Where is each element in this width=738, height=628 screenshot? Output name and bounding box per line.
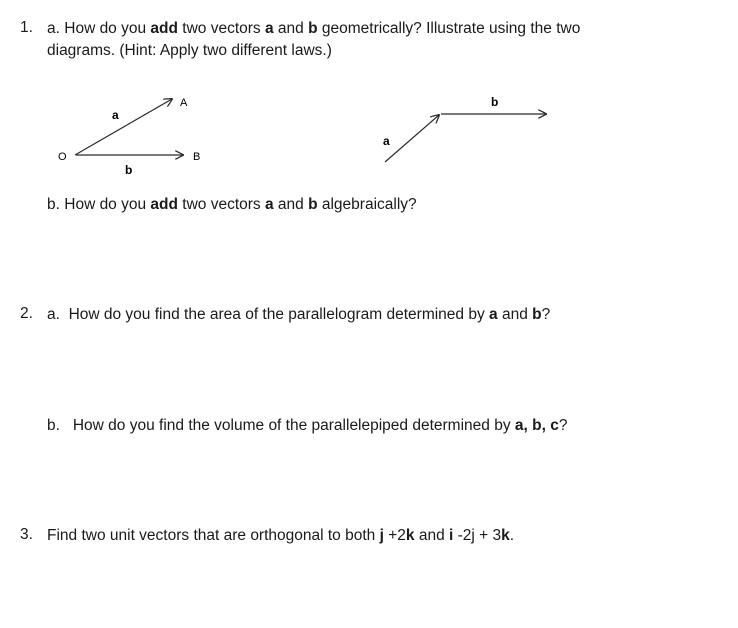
q1a-text: and xyxy=(273,20,309,37)
q1a-bold-b: b xyxy=(308,20,318,37)
q1b-text: algebraically? xyxy=(317,196,417,213)
question-1a-line-2: diagrams. (Hint: Apply two different laws.) xyxy=(47,42,332,59)
q3-text: +2 xyxy=(383,527,406,544)
diagram-head-to-tail xyxy=(383,95,546,162)
q1b-bold-a: a xyxy=(264,196,274,213)
q3-text: Find two unit vectors that are orthogonal to both xyxy=(47,527,380,544)
vector-a-label: a xyxy=(112,108,119,122)
q3-bold-k2: k xyxy=(501,527,510,544)
vector-diagrams xyxy=(0,0,738,200)
vector-a-label-2: a xyxy=(383,134,390,148)
q1b-text: and xyxy=(273,196,309,213)
q1a-bold-a: a xyxy=(264,20,274,37)
diagram-triangle-law xyxy=(58,97,200,177)
q2b-text: ? xyxy=(558,417,568,434)
question-3-number: 3. xyxy=(20,526,33,543)
q3-text: . xyxy=(509,527,515,544)
q1b-bold-b: b xyxy=(308,196,318,213)
question-2a-line xyxy=(47,305,550,325)
question-1b-label: b. xyxy=(47,196,60,213)
vector-b-label: b xyxy=(125,163,133,177)
q1b-bold-add: add xyxy=(150,196,178,213)
question-2-number: 2. xyxy=(20,305,33,322)
q3-bold-i: i xyxy=(449,527,454,544)
q2a-text: ? xyxy=(541,306,551,323)
q3-bold-j: j xyxy=(379,527,384,544)
q2a-bold-b: b xyxy=(532,306,542,323)
q2b-bold-abc: a, b, c xyxy=(514,417,559,434)
question-2b-label: b. xyxy=(47,417,60,434)
vector-b-label-2: b xyxy=(491,95,499,109)
q2b-text: How do you find the volume of the parallelepiped determined by xyxy=(72,417,515,434)
q3-text: -2j + 3 xyxy=(453,527,502,544)
q2a-text: How do you find the area of the parallelogram determined by xyxy=(68,306,490,323)
vector-oa-arrow xyxy=(75,99,172,155)
question-1b-line xyxy=(47,195,417,215)
q2a-text: and xyxy=(497,306,533,323)
vector-a-arrow xyxy=(385,115,439,162)
point-b-label: B xyxy=(193,151,201,163)
q1b-text: two vectors xyxy=(177,196,265,213)
q3-text: and xyxy=(414,527,449,544)
q1a-text: two vectors xyxy=(177,20,265,37)
question-2b-line xyxy=(47,416,567,436)
question-1-number: 1. xyxy=(20,19,33,36)
question-1a-label: a. xyxy=(47,20,60,37)
q2a-bold-a: a xyxy=(489,306,498,323)
question-2a-label: a. xyxy=(47,306,60,323)
question-3-line xyxy=(47,526,514,546)
q1a-text: geometrically? Illustrate using the two xyxy=(317,20,581,37)
q1a-text: How do you xyxy=(64,20,151,37)
point-a-label: A xyxy=(180,97,188,109)
q1a-bold-add: add xyxy=(150,20,178,37)
q3-bold-k: k xyxy=(405,527,415,544)
origin-label: O xyxy=(58,151,67,163)
q1b-text: How do you xyxy=(64,196,151,213)
